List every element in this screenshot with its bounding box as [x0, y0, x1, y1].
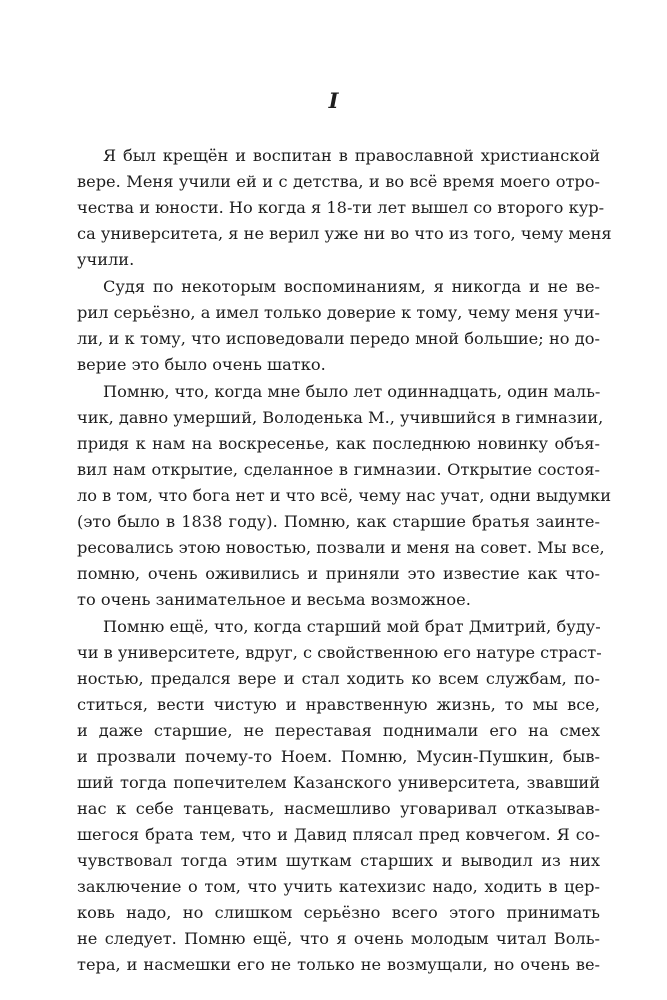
text-line: тера, и насмешки его не только не возмущали, но очень ве-: [77, 955, 600, 974]
text-line: чества и юности. Но когда я 18-ти лет вышел со второго кур-: [77, 198, 605, 217]
text-line: и прозвали почему-то Ноем. Помню, Мусин-Пушкин, быв-: [77, 747, 600, 766]
text-line: нас к себе танцевать, насмешливо уговаривал отказывав-: [77, 799, 600, 818]
text-line: чувствовал тогда этим шуткам старших и выводил из них: [77, 851, 600, 870]
text-line: Помню ещё, что, когда старший мой брат Дмитрий, буду-: [103, 617, 601, 636]
text-line: не следует. Помню ещё, что я очень молодым читал Воль-: [77, 929, 600, 948]
chapter-heading: I: [328, 88, 339, 113]
text-line: учили.: [77, 250, 135, 269]
text-line: чик, давно умерший, Володенька М., учившийся в гимназии,: [77, 408, 604, 427]
text-line: то очень занимательное и весьма возможное.: [77, 590, 471, 609]
text-line: ститься, вести чистую и нравственную жизнь, то мы все,: [77, 695, 600, 714]
text-line: ло в том, что бога нет и что всё, чему нас учат, одни выдумки: [77, 486, 612, 505]
text-line: са университета, я не верил уже ни во что из того, чему меня: [77, 224, 612, 243]
text-line: (это было в 1838 году). Помню, как старшие братья заинте-: [77, 512, 600, 531]
text-line: верие это было очень шатко.: [77, 355, 326, 374]
text-line: рил серьёзно, а имел только доверие к тому, чему меня учи-: [77, 303, 600, 322]
text-line: ресовались этою новостью, позвали и меня на совет. Мы все,: [77, 538, 605, 557]
text-line: шегося брата тем, что и Давид плясал пред ковчегом. Я со-: [77, 825, 600, 844]
text-line: Судя по некоторым воспоминаниям, я никогда и не ве-: [103, 277, 600, 296]
text-line: Помню, что, когда мне было лет одиннадцать, один маль-: [103, 382, 601, 401]
text-line: ший тогда попечителем Казанского университета, звавший: [77, 773, 600, 792]
text-line: чи в университете, вдруг, с свойственною его натуре страст-: [77, 643, 602, 662]
text-line: вил нам открытие, сделанное в гимназии. Открытие состоя-: [77, 460, 600, 479]
text-line: ли, и к тому, что исповедовали передо мной большие; но до-: [77, 329, 600, 348]
text-line: ковь надо, но слишком серьёзно всего этого принимать: [77, 903, 600, 922]
text-line: Я был крещён и воспитан в православной христианской: [103, 146, 600, 165]
text-line: помню, очень оживились и приняли это известие как что-: [77, 564, 600, 583]
text-line: заключение о том, что учить катехизис надо, ходить в цер-: [77, 877, 600, 896]
text-line: и даже старшие, не переставая поднимали его на смех: [77, 721, 600, 740]
text-line: вере. Меня учили ей и с детства, и во всё время моего отро-: [77, 172, 600, 191]
text-line: придя к нам на воскресенье, как последнюю новинку объя-: [77, 434, 600, 453]
text-line: ностью, предался вере и стал ходить ко всем службам, по-: [77, 669, 600, 688]
